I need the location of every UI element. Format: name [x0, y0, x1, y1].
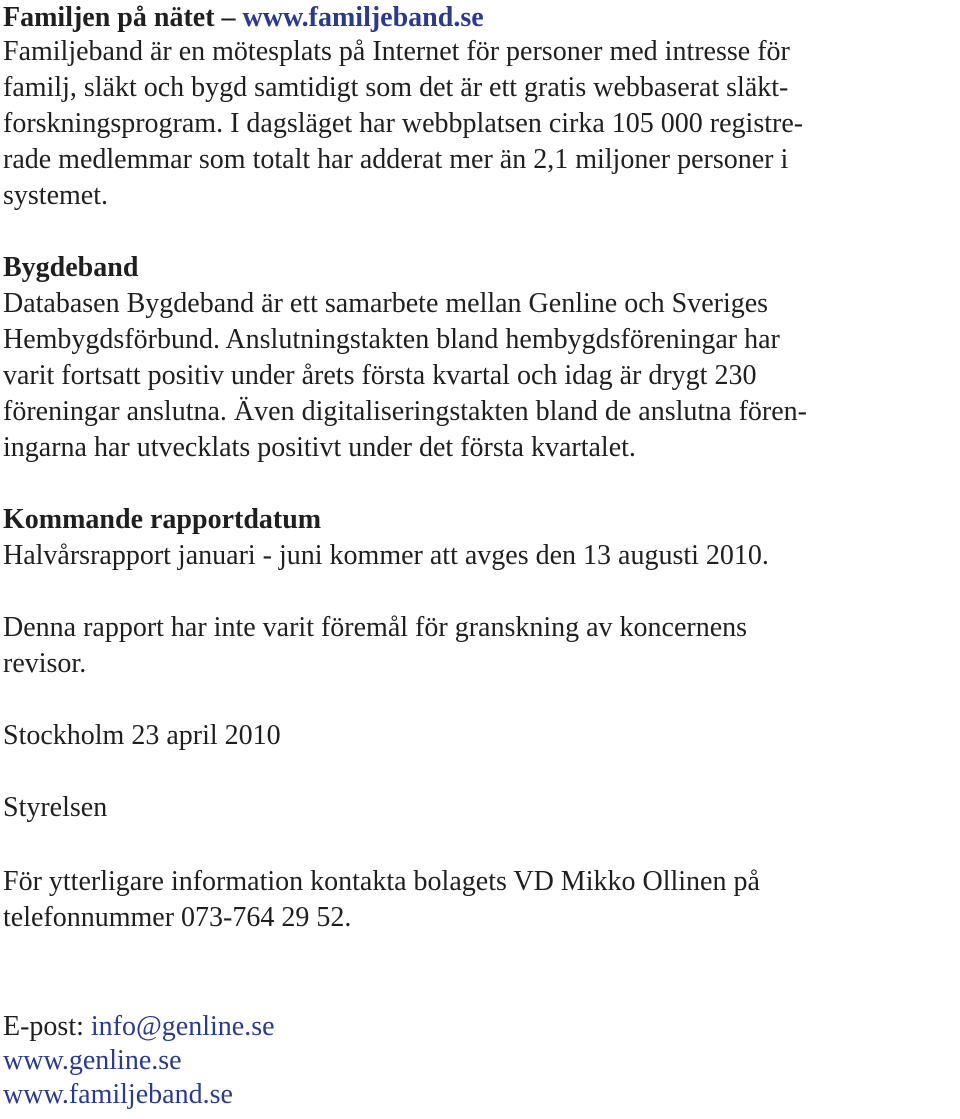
email-label: E-post: [3, 1011, 91, 1042]
familjeband-heading-link[interactable]: www.familjeband.se [242, 2, 484, 33]
signature-board: Styrelsen [3, 792, 108, 823]
familjen-line-3: forskningsprogram. I dagsläget har webbplatsen cirka 105 000 registre- [3, 108, 804, 139]
contact-line-2: telefonnummer 073-764 29 52. [3, 902, 352, 933]
familjen-line-1: Familjeband är en mötesplats på Internet för personer med intresse för [3, 36, 790, 67]
bygdeband-line-4: föreningar anslutna. Även digitaliseringstakten bland de anslutna fören- [3, 396, 807, 427]
rapportdatum-heading: Kommande rapportdatum [3, 504, 322, 535]
bygdeband-line-1: Databasen Bygdeband är ett samarbete mellan Genline och Sveriges [3, 288, 769, 319]
contact-line-1: För ytterligare information kontakta bolagets VD Mikko Ollinen på [3, 866, 760, 897]
email-link[interactable]: info@genline.se [90, 1011, 275, 1042]
bygdeband-line-3: varit fortsatt positiv under årets första kvartal och idag är drygt 230 [3, 360, 757, 391]
genline-web-link[interactable]: www.genline.se [3, 1045, 182, 1076]
place-date: Stockholm 23 april 2010 [3, 720, 281, 751]
email-line [3, 1009, 275, 1045]
granskning-line-1: Denna rapport har inte varit föremål för granskning av koncernens [3, 612, 748, 643]
granskning-line-2: revisor. [3, 648, 87, 679]
bygdeband-line-2: Hembygdsförbund. Anslutningstakten bland hembygdsföreningar har [3, 324, 780, 355]
bygdeband-line-5: ingarna har utvecklats positivt under det första kvartalet. [3, 432, 636, 463]
familjen-heading-text: Familjen på nätet – [3, 2, 243, 33]
familjeband-web-link[interactable]: www.familjeband.se [3, 1079, 233, 1110]
bygdeband-heading: Bygdeband [3, 252, 139, 283]
familjen-heading [3, 0, 484, 36]
familjen-line-4: rade medlemmar som totalt har adderat mer än 2,1 miljoner personer i [3, 144, 789, 175]
rapportdatum-line: Halvårsrapport januari - juni kommer att avges den 13 augusti 2010. [3, 540, 769, 571]
familjen-line-5: systemet. [3, 180, 108, 211]
familjen-line-2: familj, släkt och bygd samtidigt som det är ett gratis webbaserat släkt- [3, 72, 789, 103]
